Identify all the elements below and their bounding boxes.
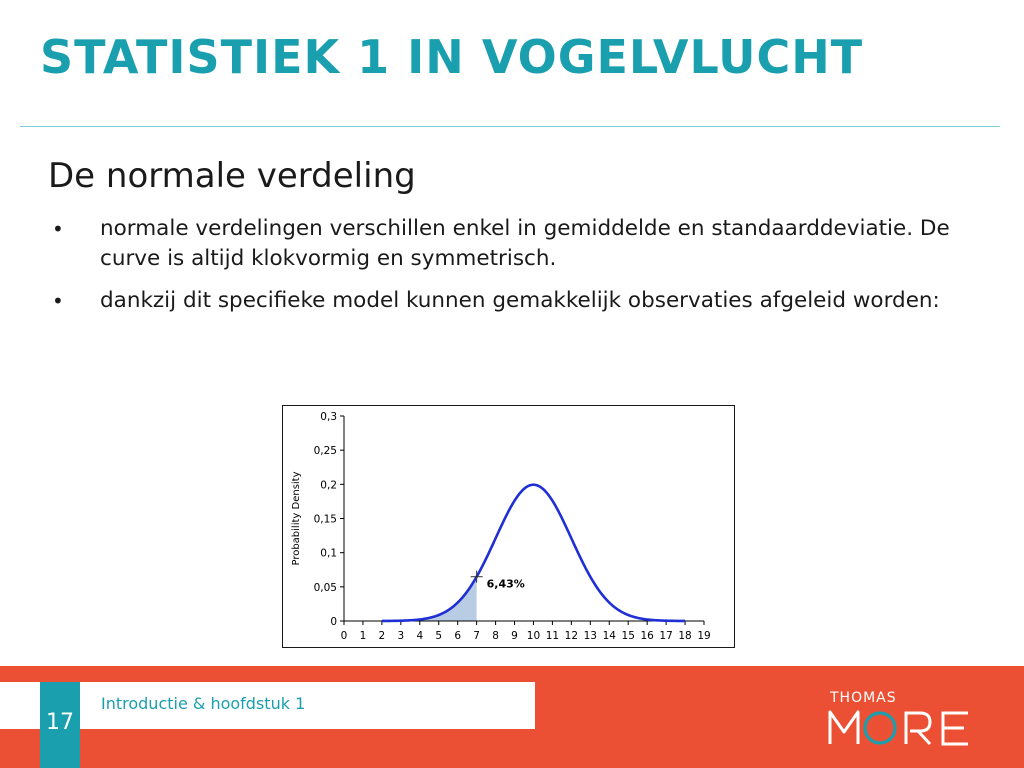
x-tick-label: 6 xyxy=(454,630,462,642)
bullet-text: normale verdelingen verschillen enkel in gemiddelde en standaarddeviatie. De curve is altijd klokvormig en symmetrisch. xyxy=(100,216,950,271)
y-tick-label: 0,25 xyxy=(313,445,337,458)
thomas-more-logo xyxy=(828,688,978,756)
y-tick-label: 0,15 xyxy=(313,513,337,526)
x-tick-label: 14 xyxy=(602,630,616,642)
x-tick-label: 4 xyxy=(416,630,424,642)
bullet-glyph: • xyxy=(52,217,64,241)
x-tick-label: 16 xyxy=(640,630,654,642)
y-tick-label: 0,3 xyxy=(320,411,337,423)
x-tick-label: 13 xyxy=(583,630,598,642)
annotation-label: 6,43% xyxy=(486,577,525,591)
footer-text: Introductie & hoofdstuk 1 xyxy=(101,694,306,713)
x-tick-label: 10 xyxy=(526,630,541,642)
bullet-item xyxy=(52,286,952,316)
y-tick-label: 0,1 xyxy=(320,547,337,560)
x-tick-label: 0 xyxy=(340,630,348,642)
y-tick-label: 0,05 xyxy=(313,581,337,594)
y-axis-label: Probability Density xyxy=(291,471,302,566)
x-tick-label: 11 xyxy=(545,630,560,642)
bullet-list xyxy=(52,214,952,328)
title-divider xyxy=(20,126,1000,127)
x-tick-label: 1 xyxy=(359,630,367,642)
x-tick-label: 17 xyxy=(659,630,673,642)
x-tick-label: 18 xyxy=(678,630,692,642)
normal-distribution-chart xyxy=(282,405,735,648)
bullet-text: dankzij dit specifieke model kunnen gemakkelijk observaties afgeleid worden: xyxy=(100,288,940,313)
x-tick-label: 9 xyxy=(511,630,518,642)
x-tick-label: 2 xyxy=(378,630,386,642)
page-title: STATISTIEK 1 IN VOGELVLUCHT xyxy=(40,30,864,84)
logo-top-text: THOMAS xyxy=(830,690,897,706)
bullet-item xyxy=(52,214,952,274)
x-tick-label: 7 xyxy=(473,630,480,642)
x-tick-label: 8 xyxy=(492,630,499,642)
page-number: 17 xyxy=(46,710,74,735)
x-tick-label: 15 xyxy=(621,630,635,642)
x-tick-label: 12 xyxy=(564,630,579,642)
x-tick-label: 5 xyxy=(435,630,443,642)
section-heading: De normale verdeling xyxy=(48,156,416,196)
chart-canvas xyxy=(283,406,734,647)
x-tick-label: 3 xyxy=(397,630,405,642)
density-curve xyxy=(382,485,685,621)
bullet-glyph: • xyxy=(52,289,64,313)
y-tick-label: 0,2 xyxy=(320,479,337,492)
y-tick-label: 0 xyxy=(330,616,337,628)
x-tick-label: 19 xyxy=(697,630,711,642)
